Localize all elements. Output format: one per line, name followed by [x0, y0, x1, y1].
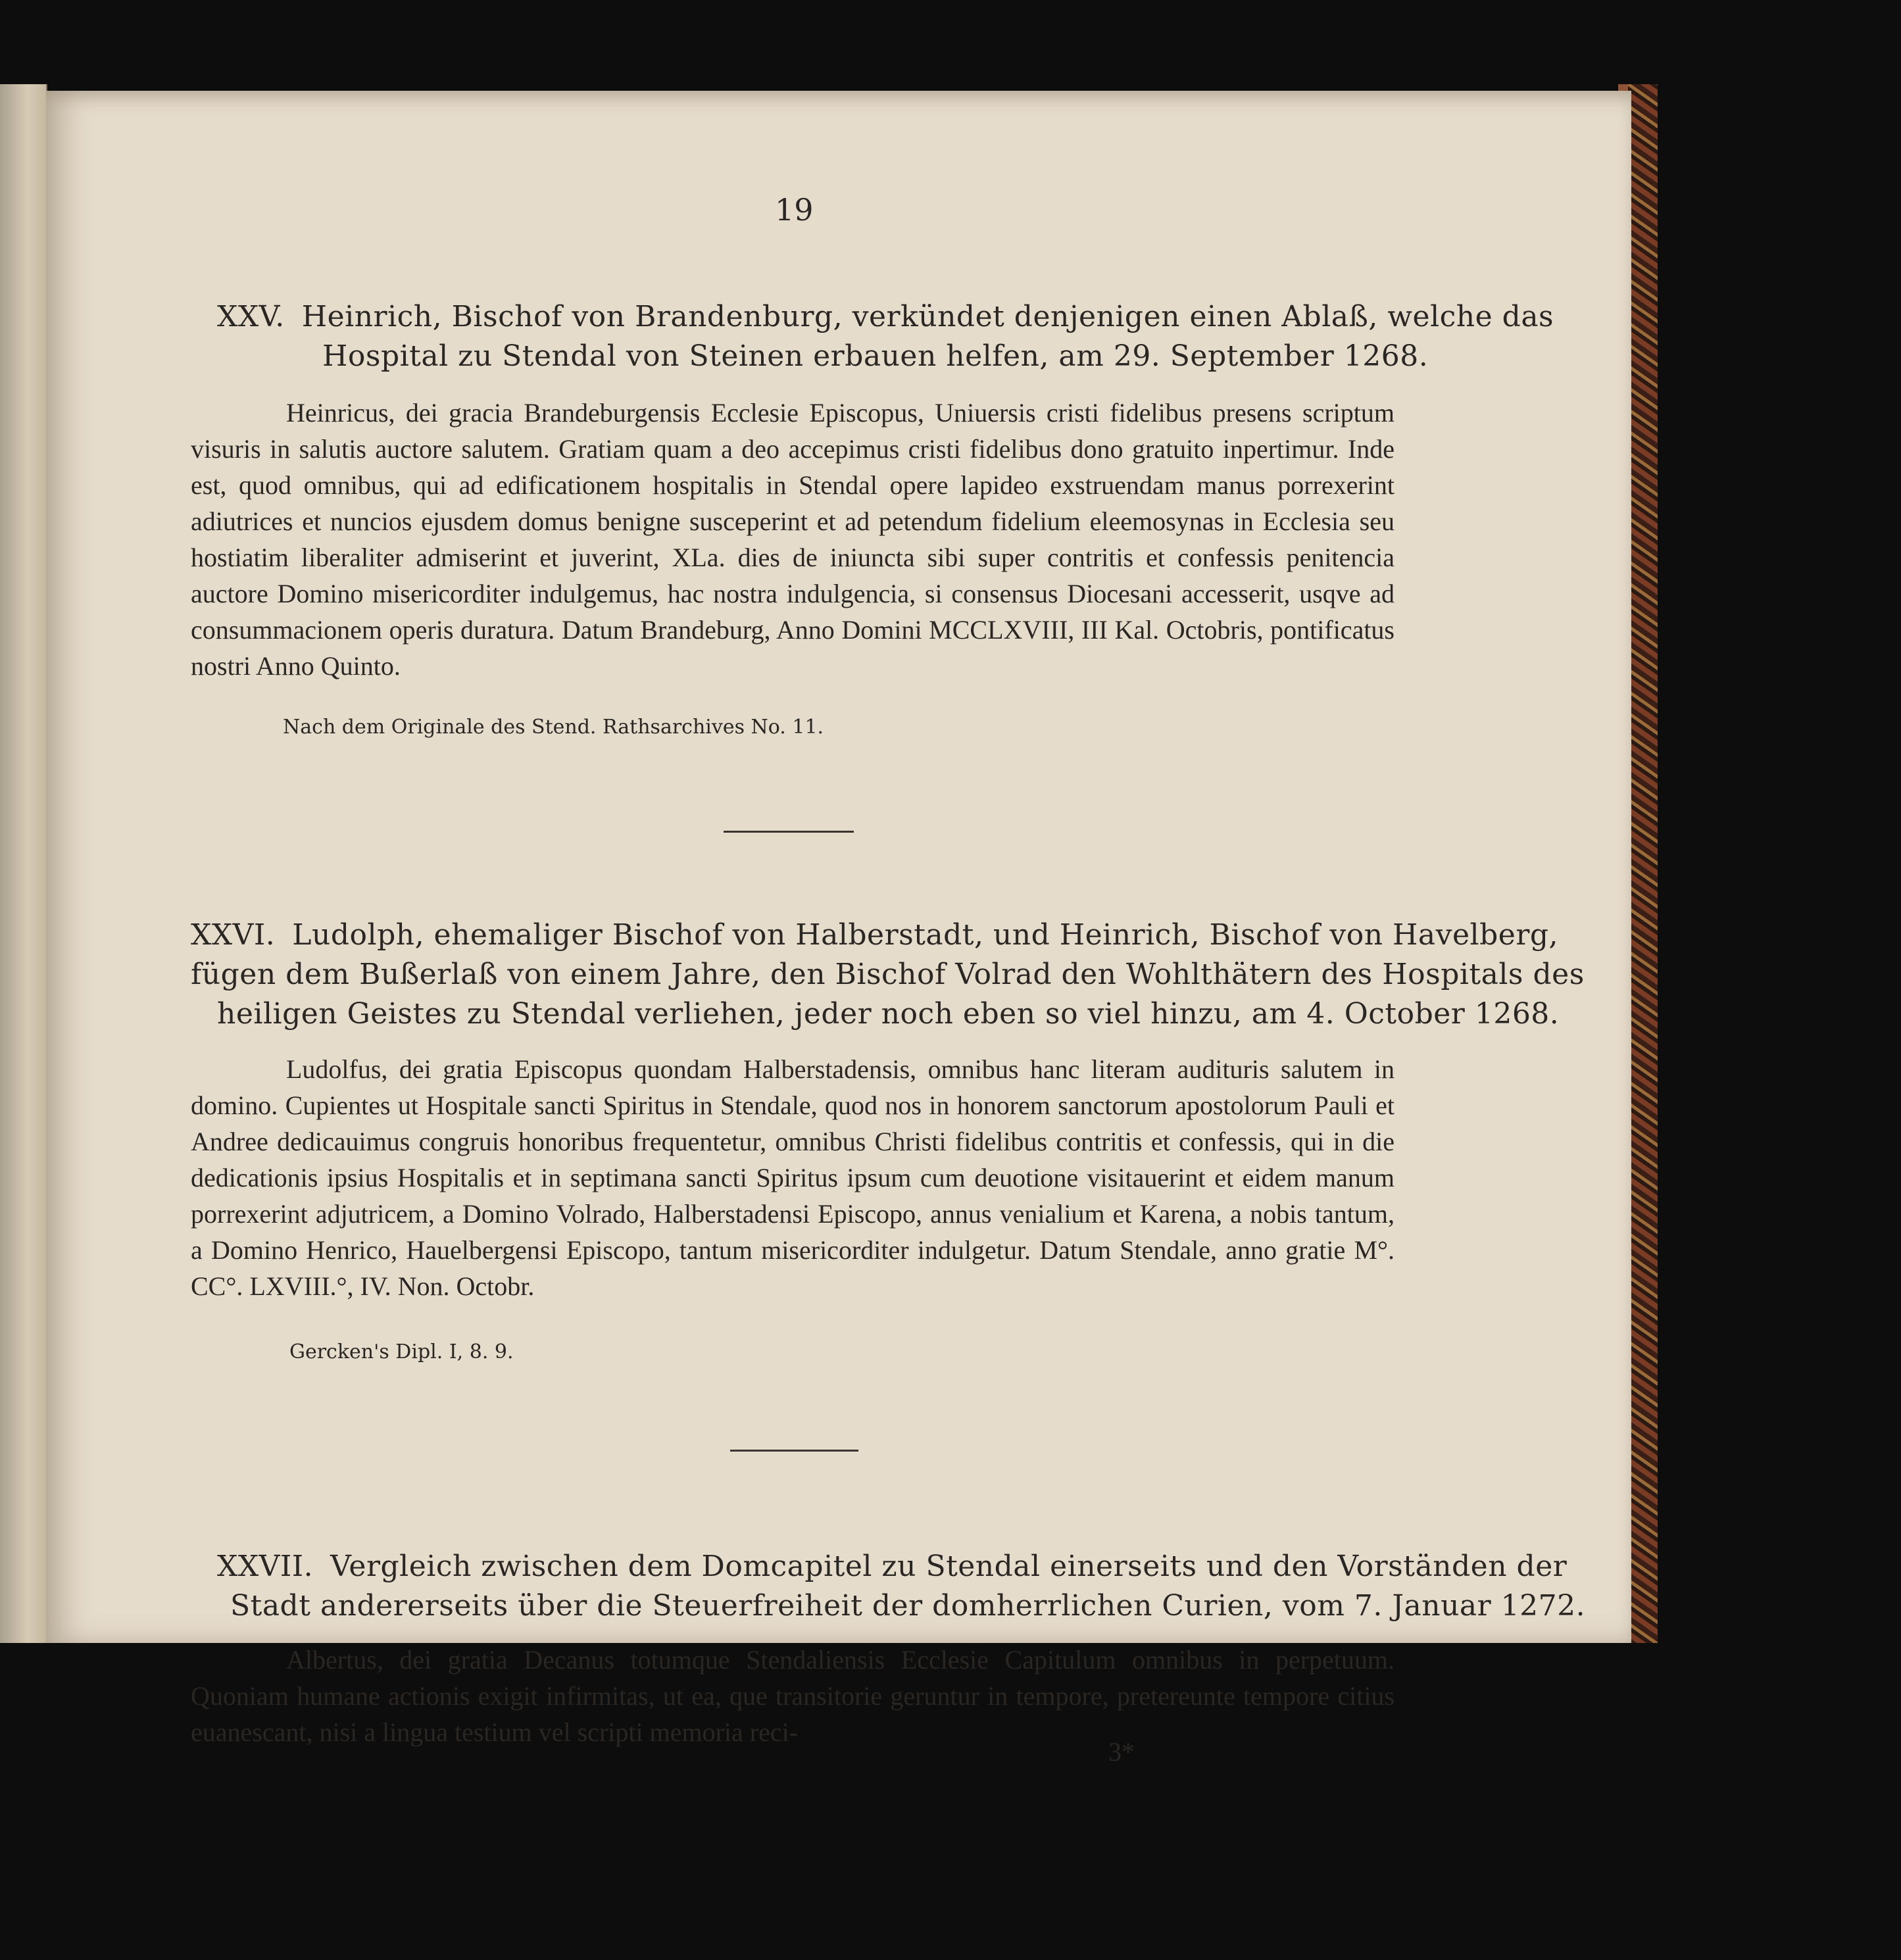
section-number: XXVII.	[217, 1550, 314, 1583]
section-heading-xxvii-line2: Stadt andererseits über die Steuerfreiheit der domherrlichen Curien, vom 7. Januar 1272.	[230, 1589, 1586, 1623]
section-heading-xxvii	[217, 1547, 1567, 1586]
section-heading-xxvi-line3: heiligen Geistes zu Stendal verliehen, jeder noch eben so viel hinzu, am 4. October 1268.	[217, 997, 1560, 1031]
document-text-xxvii	[191, 1642, 1395, 1750]
document-text-xxv	[191, 395, 1395, 684]
section-heading-xxv-line2: Hospital zu Stendal von Steinen erbauen helfen, am 29. September 1268.	[322, 339, 1429, 373]
section-heading-xxvi-line2: fügen dem Bußerlaß von einem Jahre, den Bischof Volrad den Wohlthätern des Hospitals des	[191, 958, 1585, 991]
marbled-cover-board	[1628, 84, 1658, 1643]
signature-mark: 3*	[1108, 1737, 1135, 1767]
source-note-xxv: Nach dem Originale des Stend. Rathsarchives No. 11.	[283, 716, 824, 739]
section-number: XXVI.	[191, 918, 276, 952]
section-divider	[730, 1450, 858, 1452]
section-number: XXV.	[217, 300, 285, 333]
heading-line: Ludolph, ehemaliger Bischof von Halberstadt, und Heinrich, Bischof von Havelberg,	[292, 918, 1558, 952]
paragraph: Albertus, dei gratia Decanus totumque Stendaliensis Ecclesie Capitulum omnibus in perpetuum. Quoniam humane actionis exigit infirmitas, ut ea, que transitorie geruntur in tempore, pretereunte tempore citius euanescant, nisi a lingua testium vel scripti memoria reci-	[191, 1645, 1395, 1747]
document-text-xxvi	[191, 1051, 1395, 1304]
source-note-xxvi: Gercken's Dipl. I, 8. 9.	[289, 1340, 514, 1363]
paragraph: Heinricus, dei gracia Brandeburgensis Ecclesie Episcopus, Uniuersis cristi fidelibus presens scriptum visuris in salutis auctore salutem. Gratiam quam a deo accepimus cristi fidelibus dono gratuito inpertimur. Inde est, quod omnibus, qui ad edificationem hospitalis in Stendal opere lapideo exstruendam manus porrexerint adiutrices et nuncios ejusdem domus benigne susceperint et ad petendum fidelium eleemosynas in Ecclesia seu hostiatim liberaliter admiserint et juverint, XLa. dies de iniuncta sibi super contritis et confessis penitencia auctore Domino misericorditer indulgemus, hac nostra indulgencia, si consensus Diocesani accesserit, usqve ad consummacionem operis duratura. Datum Brandeburg, Anno Domini MCCLXVIII, III Kal. Octobris, pontificatus nostri Anno Quinto.	[191, 398, 1395, 681]
section-heading-xxv	[217, 297, 1554, 337]
page-number: 19	[775, 192, 814, 228]
heading-line: Vergleich zwischen dem Domcapitel zu Stendal einerseits und den Vorständen der	[330, 1550, 1568, 1583]
heading-line: Heinrich, Bischof von Brandenburg, verkündet denjenigen einen Ablaß, welche das	[301, 300, 1554, 333]
section-divider	[724, 831, 854, 833]
facing-page-edge	[0, 84, 47, 1643]
paragraph: Ludolfus, dei gratia Episcopus quondam Halberstadensis, omnibus hanc literam audituris salutem in domino. Cupientes ut Hospitale sancti Spiritus in Stendale, quod nos in honorem sanctorum apostolorum Pauli et Andree dedicauimus congruis honoribus frequentetur, omnibus Christi fidelibus contritis et confessis, qui in die dedicationis ipsius Hospitalis et in septimana sancti Spiritus ipsum cum deuotione visitauerint et eidem manum porrexerint adjutricem, a Domino Volrado, Halberstadensi Episcopo, annus venialium et Karena, a nobis tantum, a Domino Henrico, Hauelbergensi Episcopo, tantum misericorditer indulgetur. Datum Stendale, anno gratie M°. CC°. LXVIII.°, IV. Non. Octobr.	[191, 1054, 1395, 1301]
section-heading-xxvi	[191, 916, 1558, 955]
